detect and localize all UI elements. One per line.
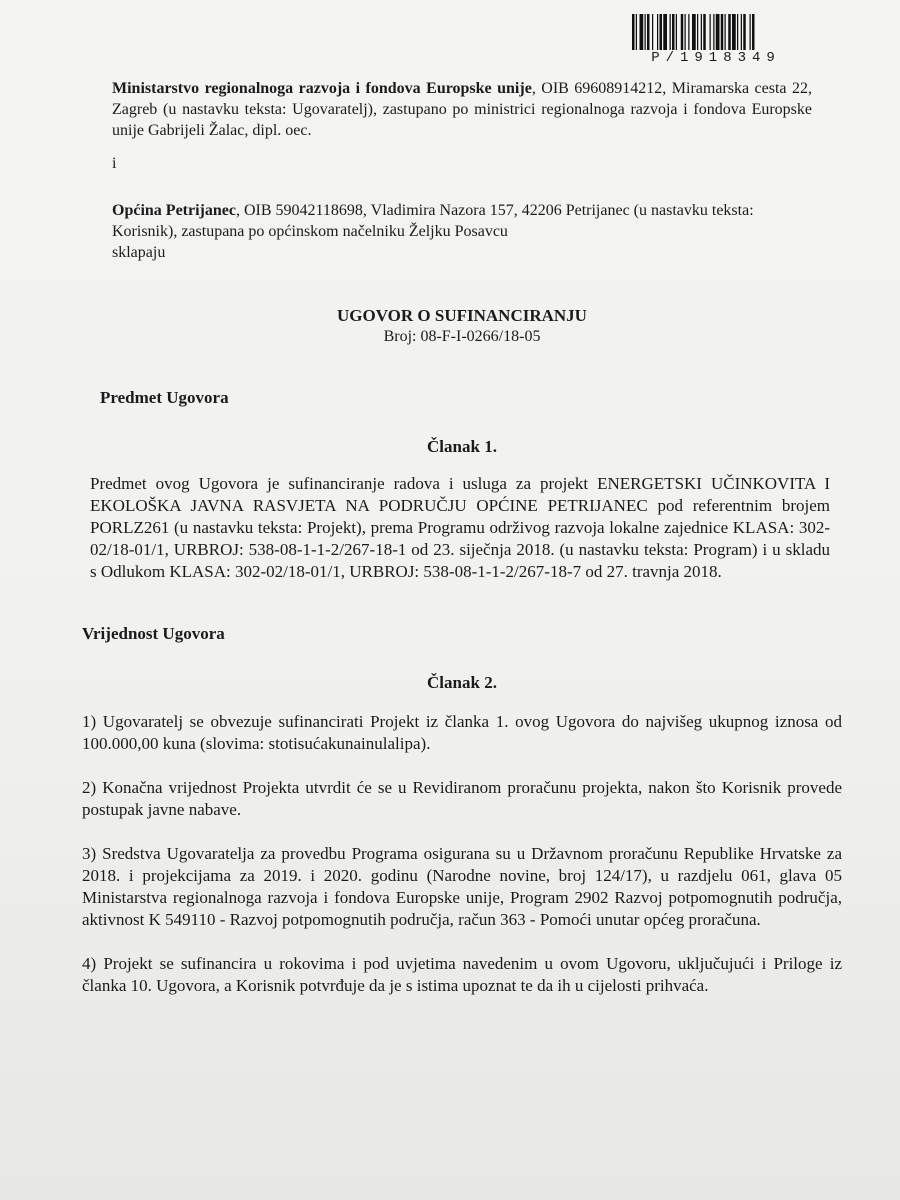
barcode-bar xyxy=(652,14,653,50)
article-1-heading: Članak 1. xyxy=(427,437,497,456)
article-2-paragraph-3: 3) Sredstva Ugovaratelja za provedbu Programa osigurana su u Državnom proračunu Republike Hrvatske za 2018. i projekcijama za 2019. i 2020. godinu (Narodne novine, broj 124/17), u razdjelu 061, glava 05 Ministarstva regionalnoga razvoja i fondova Europske unije, Program 2902 Razvoj potpomognutih područja, aktivnost K 549110 - Razvoj potpomognutih područja, račun 363 - Pomoći unutar općeg proračuna. xyxy=(82,844,842,929)
barcode-bar xyxy=(697,14,698,50)
barcode-bar xyxy=(725,14,726,50)
barcode-bar xyxy=(640,14,644,50)
barcode-number: P/1918349 xyxy=(651,50,781,66)
barcode-bar xyxy=(657,14,658,50)
barcode-bar xyxy=(703,14,706,50)
article-2-paragraph-1: 1) Ugovaratelj se obvezuje sufinancirati Projekt iz članka 1. ovog Ugovora do najvišeg ukupnog iznosa od 100.000,00 kuna (slovima: stotisućakunainulalipa). xyxy=(82,712,842,753)
party1-details: , OIB 69608914212, Miramarska cesta 22, Zagreb (u nastavku teksta: Ugovaratelj), zastupano po ministrici regionalnoga razvoja i fondova Europske unije Gabrijeli Žalac, dipl. oec. xyxy=(112,80,812,139)
barcode-bar xyxy=(688,14,689,50)
barcode-bar xyxy=(632,14,635,50)
barcode-bar xyxy=(732,14,736,50)
party2-paragraph xyxy=(112,200,812,242)
barcode-bar xyxy=(728,14,731,50)
document-body xyxy=(82,78,842,997)
party1-name: Ministarstvo regionalnoga razvoja i fondova Europske unije xyxy=(112,80,532,97)
barcode-bar xyxy=(660,14,663,50)
barcode-bar xyxy=(645,14,646,50)
barcode-bar xyxy=(713,14,714,50)
barcode-bar xyxy=(741,14,742,50)
barcode-bar xyxy=(752,14,755,50)
barcode-bar xyxy=(663,14,667,50)
barcode-bar xyxy=(701,14,702,50)
barcode-bar xyxy=(636,14,637,50)
barcode-bar xyxy=(721,14,724,50)
barcode-bar xyxy=(672,14,675,50)
document-number: Broj: 08-F-I-0266/18-05 xyxy=(383,328,541,345)
party2-details: , OIB 59042118698, Vladimira Nazora 157, 42206 Petrijanec (u nastavku teksta: Korisnik), zastupana po općinskom načelniku Željku Posavcu xyxy=(112,202,754,240)
barcode-bar xyxy=(710,14,711,50)
barcode-bar xyxy=(750,14,751,50)
conjunction: i xyxy=(112,155,117,172)
party1-paragraph xyxy=(112,78,812,141)
barcode-bars xyxy=(630,14,802,50)
closing-word: sklapaju xyxy=(112,244,166,261)
article-2-heading: Članak 2. xyxy=(427,673,497,692)
article-2-paragraph-2: 2) Konačna vrijednost Projekta utvrdit će se u Revidiranom proračunu projekta, nakon što Korisnik provede postupak javne nabave. xyxy=(82,778,842,819)
barcode-bar xyxy=(743,14,746,50)
document-title: UGOVOR O SUFINANCIRANJU xyxy=(337,306,587,325)
barcode-bar xyxy=(681,14,684,50)
barcode-bar xyxy=(676,14,677,50)
article-2-paragraph-4: 4) Projekt se sufinancira u rokovima i pod uvjetima navedenim u ovom Ugovoru, uključujući i Priloge iz članka 10. Ugovora, a Korisnik potvrđuje da je s istima upoznat te da ih u cijelosti prihvaća. xyxy=(82,954,842,995)
article-1-text: Predmet ovog Ugovora je sufinanciranje radova i usluga za projekt ENERGETSKI UČINKOVITA I EKOLOŠKA JAVNA RASVJETA NA PODRUČJU OPĆINE PETRIJANEC pod referentnim brojem PORLZ261 (u nastavku teksta: Projekt), prema Programu održivog razvoja lokalne zajednice KLASA: 302-02/18-01/1, URBROJ: 538-08-1-1-2/267-18-1 od 23. siječnja 2018. (u nastavku teksta: Program) i u skladu s Odlukom KLASA: 302-02/18-01/1, URBROJ: 538-08-1-1-2/267-18-7 od 27. travnja 2018. xyxy=(90,474,830,581)
barcode-bar xyxy=(685,14,686,50)
barcode-bar xyxy=(716,14,720,50)
barcode-bar xyxy=(692,14,696,50)
section-heading-vrijednost: Vrijednost Ugovora xyxy=(82,624,225,643)
barcode xyxy=(630,14,802,64)
barcode-bar xyxy=(647,14,650,50)
barcode-bar xyxy=(670,14,671,50)
party2-name: Općina Petrijanec xyxy=(112,202,236,219)
barcode-bar xyxy=(737,14,738,50)
section-heading-predmet: Predmet Ugovora xyxy=(100,388,229,407)
